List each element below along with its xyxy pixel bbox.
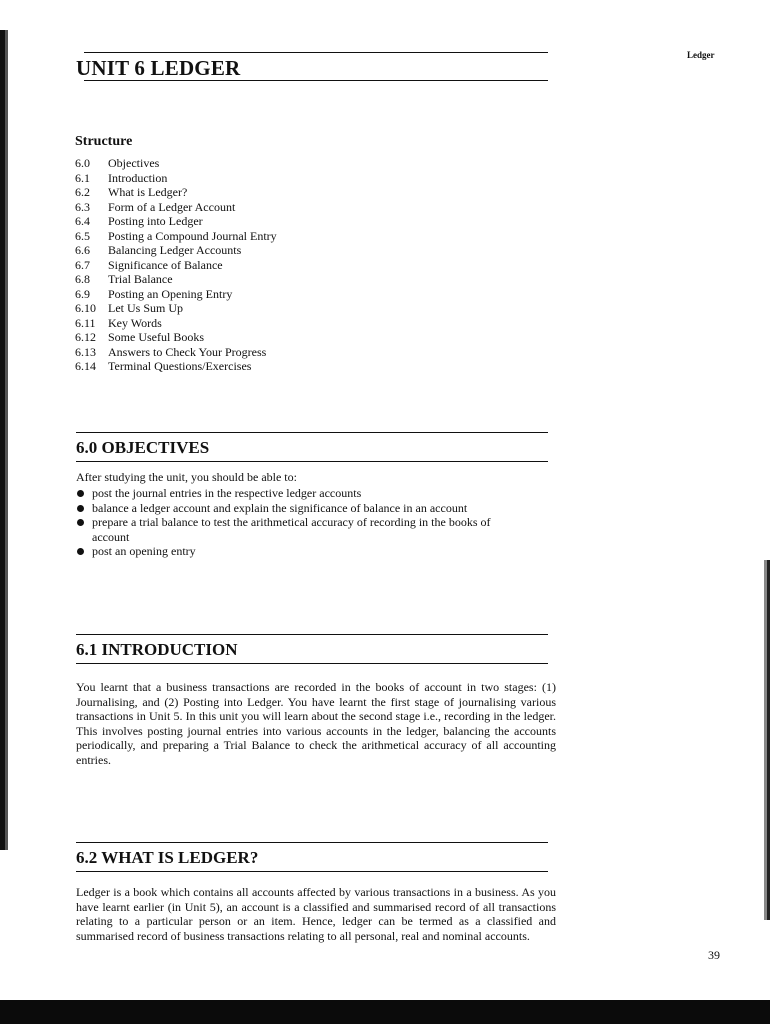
objectives-rule-top xyxy=(76,432,548,433)
structure-item-label: Posting into Ledger xyxy=(108,214,203,228)
ledger-rule-bottom xyxy=(76,871,548,872)
list-item xyxy=(76,515,556,544)
list-item xyxy=(76,501,556,516)
running-head: Ledger xyxy=(687,50,715,60)
structure-item xyxy=(75,316,277,331)
structure-item-number: 6.9 xyxy=(75,286,90,301)
structure-item xyxy=(75,214,277,229)
unit-title: UNIT 6 LEDGER xyxy=(76,56,241,80)
bullet-icon xyxy=(77,490,84,497)
ledger-text: Ledger is a book which contains all accounts affected by various transactions in a business. As you have learnt earlier (in Unit 5), an account is a classified and summarised record of all transactions relating to a particular person or an item. Hence, ledger can be termed as a classified and summarised record of business transactions relating to all personal, real and nominal accounts. xyxy=(76,885,556,943)
introduction-rule-bottom xyxy=(76,663,548,664)
objective-text: post the journal entries in the respective ledger accounts xyxy=(92,486,362,500)
objectives-heading: 6.0 OBJECTIVES xyxy=(76,438,210,457)
structure-item xyxy=(75,258,277,273)
structure-item-label: Some Useful Books xyxy=(108,330,204,344)
structure-item xyxy=(75,301,277,316)
structure-item-label: Significance of Balance xyxy=(108,257,223,272)
list-item xyxy=(76,544,556,559)
structure-item xyxy=(75,156,277,171)
page-number: 39 xyxy=(708,948,720,962)
structure-item-number: 6.10 xyxy=(75,301,96,315)
structure-item-label: Let Us Sum Up xyxy=(108,301,183,315)
structure-item-label: Posting an Opening Entry xyxy=(108,286,233,301)
introduction-text: You learnt that a business transactions are recorded in the books of account in two stages: (1) Journalising, and (2) Posting into Ledger. You have learnt the first stage of journalising various transactions in Unit 5. In this unit you will learn about the second stage i.e., recording in the ledger. This involves posting journal entries into various accounts in the ledger, balancing the accounts periodically, and preparing a Trial Balance to check the arithmetical accuracy of all accounting entries. xyxy=(76,680,556,767)
list-item xyxy=(76,486,556,501)
structure-item xyxy=(75,171,277,186)
structure-item-number: 6.5 xyxy=(75,228,90,243)
structure-item-number: 6.11 xyxy=(75,315,96,330)
structure-item-label: Answers to Check Your Progress xyxy=(108,344,267,359)
structure-item-number: 6.0 xyxy=(75,156,90,170)
structure-item-number: 6.1 xyxy=(75,170,90,185)
objective-text: post an opening entry xyxy=(92,544,196,558)
objectives-intro: After studying the unit, you should be able to: xyxy=(76,470,297,484)
structure-item-label: What is Ledger? xyxy=(108,185,188,199)
scan-edge-right xyxy=(764,560,770,920)
structure-item xyxy=(75,330,277,345)
structure-item-number: 6.8 xyxy=(75,272,90,286)
scan-edge-left xyxy=(0,30,8,850)
structure-item-label: Key Words xyxy=(108,315,162,330)
structure-item-number: 6.6 xyxy=(75,243,90,257)
bullet-icon xyxy=(77,519,84,526)
structure-item-number: 6.7 xyxy=(75,257,90,272)
structure-item-label: Terminal Questions/Exercises xyxy=(108,359,252,373)
ledger-heading: 6.2 WHAT IS LEDGER? xyxy=(76,848,259,867)
bullet-icon xyxy=(77,548,84,555)
structure-item xyxy=(75,185,277,200)
ledger-rule-top xyxy=(76,842,548,843)
structure-item xyxy=(75,345,277,360)
structure-item xyxy=(75,229,277,244)
objective-text: prepare a trial balance to test the arithmetical accuracy of recording in the books of account xyxy=(92,515,491,544)
structure-item xyxy=(75,359,277,374)
objective-text: balance a ledger account and explain the significance of balance in an account xyxy=(92,500,468,515)
title-rule-top xyxy=(84,52,548,53)
structure-item xyxy=(75,272,277,287)
structure-item-label: Balancing Ledger Accounts xyxy=(108,243,242,257)
structure-item-number: 6.14 xyxy=(75,359,96,373)
structure-item-number: 6.12 xyxy=(75,330,96,344)
structure-item xyxy=(75,200,277,215)
structure-item-label: Objectives xyxy=(108,156,160,170)
structure-item xyxy=(75,287,277,302)
structure-heading: Structure xyxy=(75,134,133,149)
bullet-icon xyxy=(77,505,84,512)
introduction-rule-top xyxy=(76,634,548,635)
structure-list xyxy=(75,156,277,374)
structure-item-number: 6.3 xyxy=(75,199,90,214)
structure-item-number: 6.4 xyxy=(75,214,90,228)
objectives-list xyxy=(76,486,556,559)
title-rule-bottom xyxy=(84,80,548,81)
structure-item-label: Form of a Ledger Account xyxy=(108,199,236,214)
structure-item-label: Posting a Compound Journal Entry xyxy=(108,228,277,243)
structure-item-number: 6.13 xyxy=(75,344,96,359)
structure-item-label: Introduction xyxy=(108,170,168,185)
structure-item xyxy=(75,243,277,258)
structure-item-label: Trial Balance xyxy=(108,272,173,286)
structure-item-number: 6.2 xyxy=(75,185,90,199)
scan-edge-bottom xyxy=(0,1000,770,1024)
introduction-heading: 6.1 INTRODUCTION xyxy=(76,640,238,659)
objectives-rule-bottom xyxy=(76,461,548,462)
